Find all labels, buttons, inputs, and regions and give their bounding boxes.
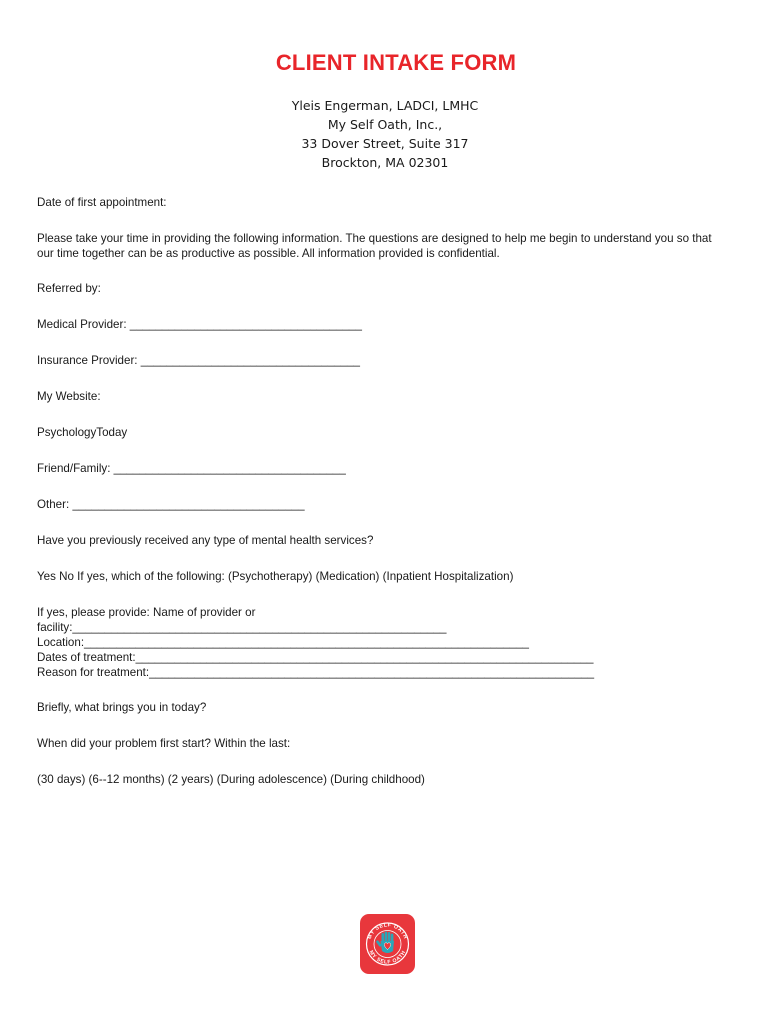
logo-emblem-icon xyxy=(360,914,415,974)
reason-for-treatment-field: Reason for treatment:_____________________________________________________________________ xyxy=(37,666,595,679)
insurance-provider-field: Insurance Provider: __________________________________ xyxy=(37,354,360,367)
company-name: My Self Oath, Inc., xyxy=(327,117,443,132)
medical-provider-field: Medical Provider: ____________________________________ xyxy=(37,318,362,331)
city-address: Brockton, MA 02301 xyxy=(321,155,449,170)
other-referral-field: Other: ____________________________________ xyxy=(37,498,305,511)
svg-text:MY SELF OATH xyxy=(367,922,408,940)
logo-text-top: MY SELF OATH xyxy=(366,922,409,941)
intro-paragraph: Please take your time in providing the following information. The questions are designed to help me begin to understand you so that our time together can be as productive as possible. All information provided is confidential. xyxy=(37,232,712,260)
logo-text-bottom: MY SELF OATH xyxy=(367,949,408,966)
referred-by-label: Referred by: xyxy=(37,282,101,295)
facility-field: facility:__________________________________________________________ xyxy=(37,621,447,634)
form-title: CLIENT INTAKE FORM xyxy=(275,50,517,75)
problem-start-question: When did your problem first start? Within the last: xyxy=(37,737,291,750)
friend-family-field: Friend/Family: ____________________________________ xyxy=(37,462,346,475)
location-field: Location:_____________________________________________________________________ xyxy=(37,636,529,649)
prior-services-question: Have you previously received any type of mental health services? xyxy=(37,534,374,547)
prior-provider-block xyxy=(37,605,594,680)
prior-services-options: Yes No If yes, which of the following: (Psychotherapy) (Medication) (Inpatient Hospitalization) xyxy=(37,570,514,583)
provider-intro-label: If yes, please provide: Name of provider or xyxy=(37,606,256,619)
brings-you-question: Briefly, what brings you in today? xyxy=(37,701,207,714)
first-appointment-field: Date of first appointment: xyxy=(37,196,167,209)
provider-header xyxy=(0,96,770,172)
street-address: 33 Dover Street, Suite 317 xyxy=(301,136,469,151)
problem-start-options: (30 days) (6--12 months) (2 years) (During adolescence) (During childhood) xyxy=(37,773,425,786)
website-option: My Website: xyxy=(37,390,101,403)
psychology-today-option: PsychologyToday xyxy=(37,426,128,439)
hand-icon xyxy=(376,932,394,954)
my-self-oath-logo xyxy=(360,914,415,974)
dates-of-treatment-field: Dates of treatment:_______________________________________________________________________ xyxy=(37,651,594,664)
provider-name: Yleis Engerman, LADCI, LMHC xyxy=(291,98,479,113)
